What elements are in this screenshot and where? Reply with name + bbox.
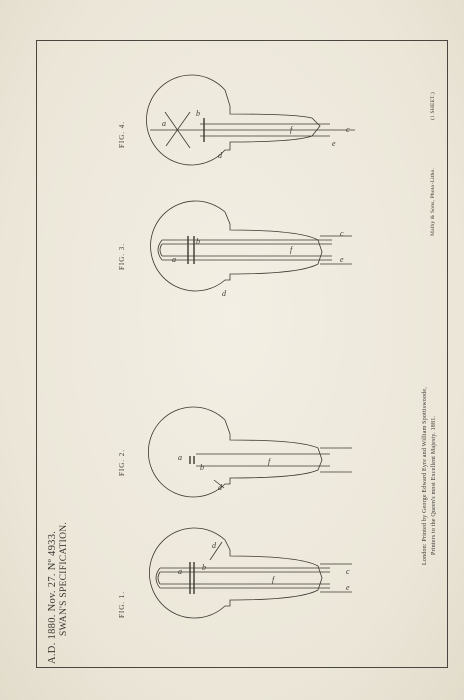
fig3-letter-f: f bbox=[290, 245, 293, 254]
sheet-count-note: (1 SHEET.) bbox=[430, 92, 436, 120]
fig1-letter-a: a bbox=[178, 567, 182, 576]
fig2-letter-d: d bbox=[218, 483, 222, 492]
fig1-letter-c: c bbox=[346, 567, 350, 576]
fig4-letter-d: d bbox=[218, 151, 222, 160]
fig4-letter-a: a bbox=[162, 119, 166, 128]
fig1-letter-b: b bbox=[202, 563, 206, 572]
fig2-letter-f: f bbox=[268, 457, 271, 466]
imprint-line-2: Printers to the Queen's most Excellent Majesty. 1881. bbox=[431, 415, 437, 555]
fig4-letter-f: f bbox=[290, 125, 293, 134]
fig3-lamp-bulb bbox=[151, 201, 352, 291]
fig4-letter-e: e bbox=[332, 139, 336, 148]
fig2-letter-b: b bbox=[200, 463, 204, 472]
fig3-letter-a: a bbox=[172, 255, 176, 264]
fig3-letter-c: c bbox=[340, 229, 344, 238]
engraver-credit: Malby & Sons, Photo-Litho. bbox=[430, 168, 436, 236]
fig1-letter-e: e bbox=[346, 583, 350, 592]
fig4-lamp-bulb bbox=[146, 75, 355, 165]
imprint-line-1: London: Printed by George Edward Eyre and William Spottiswoode, bbox=[422, 387, 428, 565]
figure-label-1: FIG. 1. bbox=[118, 590, 126, 618]
specification-date-number: A.D. 1880. Nov. 27. Nº 4933. bbox=[47, 530, 58, 664]
fig2-letter-a: a bbox=[178, 453, 182, 462]
fig1-letter-f: f bbox=[272, 575, 275, 584]
fig3-letter-e: e bbox=[340, 255, 344, 264]
fig3-letter-d: d bbox=[222, 289, 226, 298]
figure-label-4: FIG. 4. bbox=[118, 120, 126, 148]
fig3-letter-b: b bbox=[196, 237, 200, 246]
fig4-letter-b: b bbox=[196, 109, 200, 118]
fig1-letter-d: d bbox=[212, 541, 216, 550]
specification-title: SWAN'S SPECIFICATION. bbox=[59, 521, 69, 636]
figure-label-3: FIG. 3. bbox=[118, 242, 126, 270]
figure-label-2: FIG. 2. bbox=[118, 448, 126, 476]
fig2-lamp-bulb bbox=[148, 407, 352, 497]
fig4-letter-c: c bbox=[346, 125, 350, 134]
